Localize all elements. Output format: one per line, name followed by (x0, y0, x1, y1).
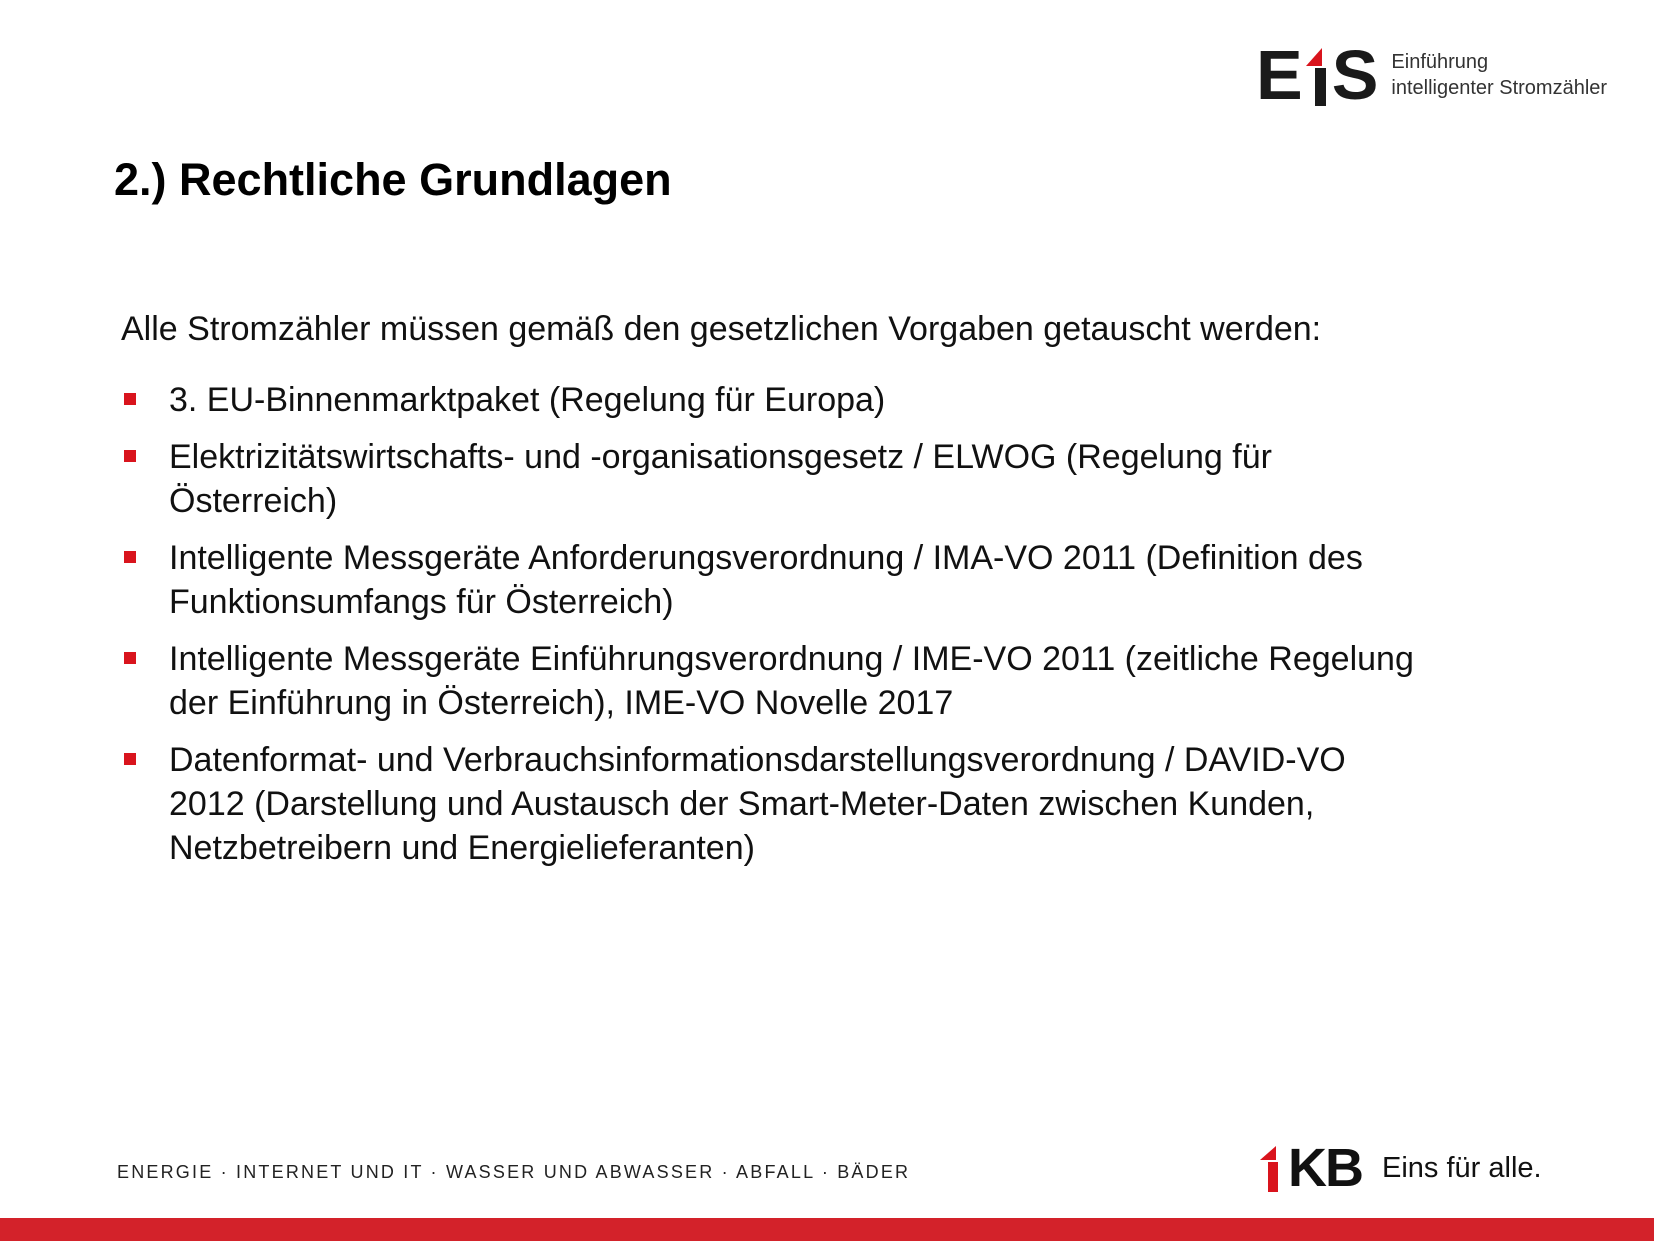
bullet-square-icon (124, 450, 136, 462)
list-item-line: Intelligente Messgeräte Einführungsverordnung / IME-VO 2011 (zeitliche Regelung (169, 640, 1414, 678)
list-item-text (167, 738, 1561, 870)
ikb-logo-letters: KB (1288, 1138, 1362, 1198)
list-item-line: Elektrizitätswirtschafts- und -organisationsgesetz / ELWOG (Regelung für (169, 438, 1272, 476)
ikb-logo-mark (1256, 1138, 1362, 1198)
list-item (121, 435, 1561, 523)
list-item-line: 3. EU-Binnenmarktpaket (Regelung für Europa) (169, 381, 886, 419)
list-item-text (167, 378, 1561, 422)
list-item (121, 738, 1561, 870)
eis-logo (1256, 36, 1608, 114)
legal-basis-list (121, 378, 1561, 883)
bullet-square-icon (124, 393, 136, 405)
list-item-line: Funktionsumfangs für Österreich) (169, 583, 674, 621)
list-item-text (167, 536, 1561, 624)
list-item-line: Datenformat- und Verbrauchsinformationsdarstellungsverordnung / DAVID-VO (169, 741, 1346, 779)
eis-logo-text (1391, 49, 1607, 101)
eis-logo-line1: Einführung (1391, 51, 1489, 73)
ikb-i-icon (1256, 1144, 1288, 1192)
list-item-text (167, 435, 1561, 523)
eis-one-icon (1304, 44, 1330, 106)
list-item-line: Netzbetreibern und Energielieferanten) (169, 829, 755, 867)
list-item-line: der Einführung in Österreich), IME-VO Novelle 2017 (169, 684, 954, 722)
eis-logo-mark (1256, 36, 1378, 114)
page-title: 2.) Rechtliche Grundlagen (114, 154, 672, 205)
bullet-square-icon (124, 753, 136, 765)
list-item-line: Intelligente Messgeräte Anforderungsverordnung / IMA-VO 2011 (Definition des (169, 539, 1363, 577)
list-item (121, 378, 1561, 422)
bullet-square-icon (124, 652, 136, 664)
list-item (121, 637, 1561, 725)
footer-tagline: ENERGIE · INTERNET UND IT · WASSER UND ABWASSER · ABFALL · BÄDER (117, 1162, 911, 1182)
intro-text: Alle Stromzähler müssen gemäß den gesetzlichen Vorgaben getauscht werden: (121, 310, 1322, 348)
ikb-slogan: Eins für alle. (1382, 1151, 1542, 1184)
ikb-logo (1256, 1138, 1542, 1198)
list-item-line: 2012 (Darstellung und Austausch der Smart-Meter-Daten zwischen Kunden, (169, 785, 1315, 823)
eis-logo-letter-e: E (1256, 36, 1302, 114)
eis-logo-line2: intelligenter Stromzähler (1391, 77, 1608, 99)
list-item-line: Österreich) (169, 482, 338, 520)
bottom-accent-bar (0, 1218, 1654, 1241)
eis-logo-letter-s: S (1331, 36, 1378, 114)
list-item (121, 536, 1561, 624)
list-item-text (167, 637, 1561, 725)
bullet-square-icon (124, 551, 136, 563)
